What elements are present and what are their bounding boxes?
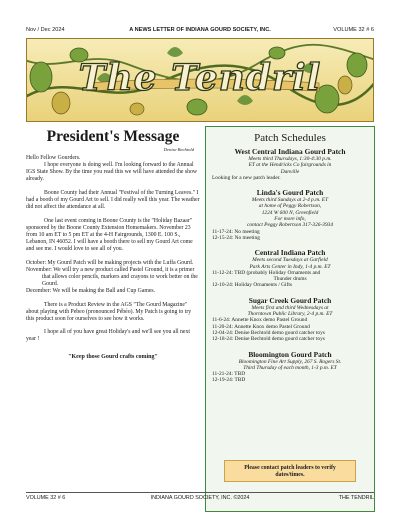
- patch-entry: [206, 296, 374, 343]
- patch-schedules-title: Patch Schedules: [254, 132, 326, 144]
- paragraph: December: We will be making the Ball and Cup Games.: [26, 288, 156, 294]
- info-line: ET at the Hendricks Co fairgrounds in: [248, 162, 332, 169]
- info-line: Third Thursday of each month, 1-3 p.m. ET: [243, 364, 337, 371]
- patch-events: [212, 175, 368, 181]
- info-line: Meets third Thursdays, 1:30-4:30 p.m.: [248, 156, 332, 162]
- patch-name: Central Indiana Patch: [254, 248, 326, 258]
- paragraph: Boone County had their Annual "Festival of the Turning Leaves." I had a booth of my Gourd Art to sell. I did really well this year. The weather did not affect the attendance at all.: [26, 189, 200, 211]
- info-line: contact Peggy Robertson 317-326-3934: [246, 222, 334, 229]
- info-line: Meets second Tuesdays at Garfield: [252, 257, 328, 264]
- info-line: Meets third Sundays at 2-4 p.m. ET: [251, 197, 329, 204]
- event-line: 12-04-24: Denise Bechtold demo gourd catcher toys: [212, 329, 325, 336]
- event-line: 11-20-24: Annette Knox demo Pastel Ground: [212, 323, 310, 330]
- patch-events: [212, 229, 368, 242]
- contact-leaders-note: [224, 460, 356, 482]
- note-line: dates/times.: [275, 472, 305, 478]
- paragraph: There is a Product Review in the AGS "The Gourd Magazine" about playing with Pebeo (pronounced Pébéo). My Patch is going to try this product soon for ourselves to see how it works.: [26, 301, 192, 322]
- volume-number: VOLUME 32 # 6: [333, 27, 374, 33]
- paragraph: I hope all of you have great Holiday's and we'll see you all next year !: [26, 329, 190, 343]
- info-line: Park Arts Center in Indy, 1-4 p.m. ET: [249, 263, 331, 270]
- info-line: For more info,: [274, 216, 306, 223]
- patch-events: [212, 270, 368, 289]
- event-line: Looking for a new patch leader.: [212, 174, 281, 181]
- patch-meeting-info: [212, 359, 368, 372]
- event-line: 12-15-24: No meeting: [212, 234, 260, 241]
- info-line: Meets first and third Wednesdays at: [251, 304, 329, 311]
- footer-newsletter-name: THE TENDRIL: [338, 495, 374, 501]
- newsletter-banner: [26, 38, 374, 122]
- info-line: Bloomington Fine Art Supply, 267 S. Rogers St.: [238, 358, 342, 365]
- issue-date: Nov / Dec 2024: [26, 27, 65, 33]
- patch-name: Bloomington Gourd Patch: [248, 349, 332, 359]
- event-line: Thunder drums: [273, 276, 307, 283]
- event-line: 12-18-24: Denise Bechtold demo gourd catcher toys: [212, 336, 325, 343]
- slogan: "Keep those Gourd crafts coming": [68, 353, 158, 360]
- patch-entry: [206, 350, 374, 384]
- event-line: 12-10-24: Holiday Ornaments / Gifts: [212, 282, 292, 289]
- info-line: Thorntown Public Library, 2-4 p.m. ET: [247, 311, 333, 318]
- patch-name: Sugar Creek Gourd Patch: [248, 295, 332, 305]
- patch-events: [212, 371, 368, 384]
- presidents-message-title: President's Message: [46, 128, 180, 145]
- patch-name: Linda's Gourd Patch: [256, 188, 324, 198]
- banner-title: The Tendril: [78, 57, 322, 99]
- patch-entry: [206, 188, 374, 241]
- masthead-bar: [26, 27, 374, 36]
- presidents-message-section: [26, 126, 200, 360]
- patch-meeting-info: [212, 197, 368, 228]
- patch-schedules-box: [205, 126, 375, 512]
- patch-meeting-info: [212, 257, 368, 270]
- event-line: 11-6-24: Annette Knox demo Pastel Ground: [212, 317, 308, 324]
- paragraph: October: My Gourd Patch will be making projects with the Luffa Gourd.: [26, 259, 194, 266]
- event-line: 11-12-24: TBD (probably Holiday Ornaments and: [212, 269, 321, 276]
- patch-entry: [206, 248, 374, 288]
- author-name: Denise Bechtold: [163, 147, 194, 152]
- patch-entry: [206, 147, 374, 181]
- paragraph: I hope everyone is doing well. I'm looking forward to the Annual IGS State Show. By the time you read this we will have attended the show already.: [26, 162, 197, 183]
- footer-divider: [26, 492, 374, 493]
- patch-meeting-info: [212, 305, 368, 318]
- event-line: 11-17-24: No meeting: [212, 228, 260, 235]
- info-line: 1224 W 600 N, Greenfield: [261, 209, 319, 216]
- message-body: [26, 155, 200, 344]
- event-line: 12-19-24: TBD: [212, 377, 246, 384]
- paragraph: One last event coming in Boone County is the "Holiday Bazaar" sponsored by the Boone County Extension Homemakers. November 23 from 10 am ET to 5 pm ET at the 4-H Fairgrounds, 1300 E. 100 S., Lebanon, IN 46052. I will have a booth there to sell my Gourd Art come and see me. I would love to see all of you.: [26, 217, 193, 253]
- patch-name: West Central Indiana Gourd Patch: [234, 147, 346, 156]
- note-line: Please contact patch leaders to verify: [244, 465, 336, 471]
- paragraph: November: We will try a new product called Pastel Ground, it is a primer that allows color pencils, markers and crayons to work better on the Gourd.: [26, 266, 198, 287]
- patch-meeting-info: [212, 156, 368, 175]
- event-line: 11-21-24: TBD: [212, 371, 246, 378]
- info-line: Danville: [280, 168, 300, 175]
- footer-copyright: INDIANA GOURD SOCIETY, INC. ©2024: [150, 495, 250, 501]
- patch-events: [212, 317, 368, 342]
- footer-volume: VOLUME 32 # 6: [26, 495, 66, 501]
- greeting: Hello Fellow Gourders.: [26, 155, 81, 161]
- page-footer: [26, 495, 374, 504]
- info-line: at home of Peggy Robertson,: [258, 203, 322, 210]
- organization-line: A NEWS LETTER OF INDIANA GOURD SOCIETY, INC.: [129, 27, 271, 33]
